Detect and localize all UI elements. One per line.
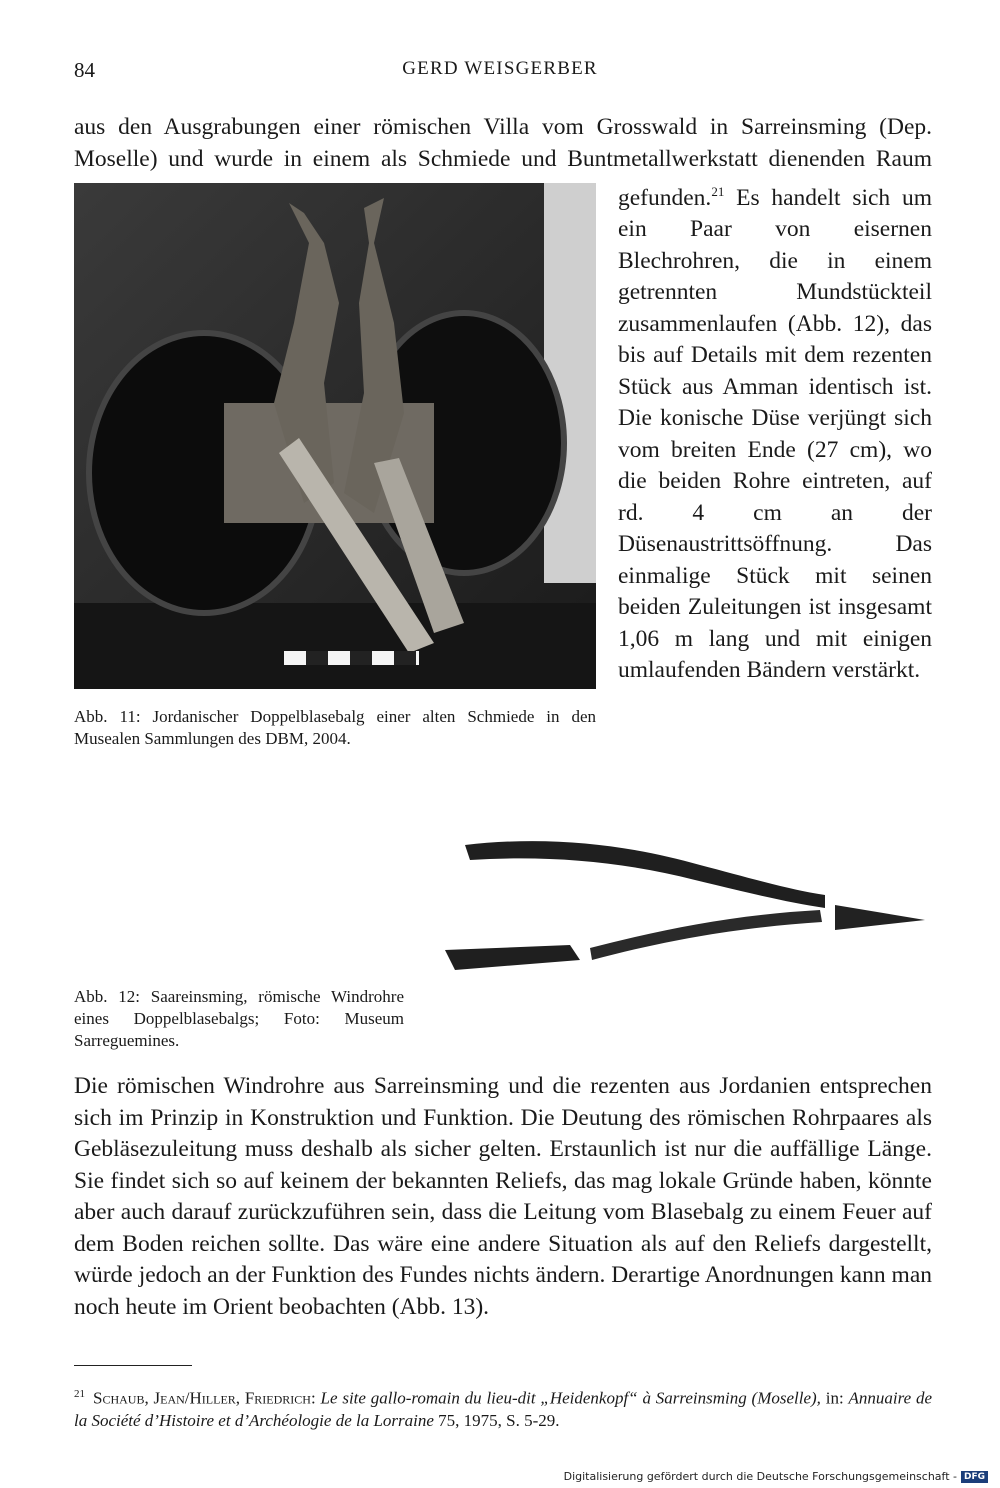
intro-text — [74, 112, 932, 175]
running-title: GERD WEISGERBER — [402, 58, 598, 79]
dfg-logo: DFG — [961, 1471, 988, 1483]
bellows-image — [74, 183, 596, 689]
footnote-number: 21 — [74, 1388, 85, 1400]
intro-line: aus den Ausgrabungen einer römischen Villa vom Grosswald in Sarreinsming (Dep. — [74, 114, 932, 140]
side-text-rest: Es handelt sich um ein Paar von eisernen Blechrohren, die in einem getrennten Mundstückteil zusammenlaufen (Abb. 12), das bis auf Details mit dem rezenten Stück aus Amman identisch ist. Die konische Düse verjüngt sich vom breiten Ende (27 cm), wo die beiden Rohre eintreten, auf rd. 4 cm an der Düsenaustrittsöffnung. Das einmalige Stück mit seinen beiden Zuleitungen ist insgesamt 1,06 m lang und mit einigen umlaufenden Bändern verstärkt. — [618, 184, 932, 684]
footnote-details: 75, 1975, S. 5-29. — [433, 1411, 560, 1431]
side-text-start: gefunden. — [618, 184, 712, 211]
digitization-text: Digitalisierung gefördert durch die Deutsche Forschungsgemeinschaft - — [563, 1470, 957, 1483]
footnote-rule — [74, 1365, 192, 1366]
figure-12-caption: Abb. 12: Saareinsming, römische Windrohre eines Doppelblasebalgs; Foto: Museum Sarreguemines. — [74, 987, 404, 1050]
footnote — [74, 1383, 932, 1433]
footnote-journal: Annuaire de la Société d’Histoire et d’Archéologie de la Lorraine — [74, 1388, 933, 1431]
side-text — [618, 176, 932, 687]
digitization-notice — [564, 1470, 988, 1483]
main-paragraph: Die römischen Windrohre aus Sarreinsming und die rezenten aus Jordanien entsprechen sich im Prinzip in Konstruktion und Funktion. Die Deutung des römischen Rohrpaares als Gebläsezuleitung muss deshalb als sicher gelten. Erstaunlich ist nur die auffällige Länge. Sie findet sich so auf keinem der bekannten Reliefs, das mag lokale Gründe haben, könnte aber auch darauf zurückzuführen sein, dass die Leitung vom Blasebalg zu einem Feuer auf dem Boden reichen sollte. Das wäre eine andere Situation als auf den Reliefs dargestellt, würde jedoch an der Funktion des Fundes nichts ändern. Derartige Anordnungen kann man noch heute im Orient beobachten (Abb. 13). — [74, 1073, 932, 1320]
wind-pipes-image — [430, 820, 935, 1000]
figure-11-photo — [74, 183, 596, 689]
intro-line: Moselle) und wurde in einem als Schmiede und Buntmetallwerkstatt dienenden Raum — [74, 145, 932, 172]
page-number: 84 — [74, 58, 95, 82]
footnote-ref: 21 — [711, 184, 725, 199]
figure-11-caption: Abb. 11: Jordanischer Doppelblasebalg einer alten Schmiede in den Musealen Sammlungen des DBM, 2004. — [74, 707, 596, 748]
footnote-title: Le site gallo-romain du lieu-dit „Heidenkopf“ à Sarreinsming (Moselle), — [320, 1388, 821, 1408]
figure-12-photo — [430, 820, 935, 1000]
footnote-in: in: — [820, 1388, 849, 1408]
footnote-authors: Schaub, Jean/Hiller, Friedrich: — [93, 1388, 316, 1408]
